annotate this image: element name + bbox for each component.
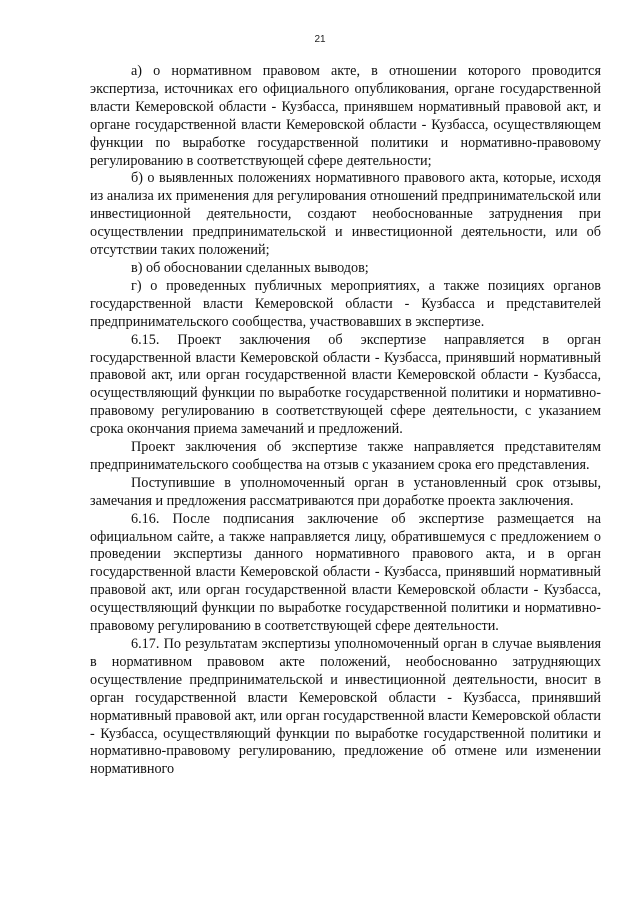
paragraph-6-15: 6.15. Проект заключения об экспертизе направляется в орган государственной власти Кемеровской области - Кузбасса, принявший нормативный правовой акт, или орган государственной власти Кемеровской области - Кузбасса, осуществляющий функции по выработке государственной политики и нормативно-правовому регулированию в соответствующей сфере деятельности, с указанием срока окончания приема замечаний и предложений. [90,331,601,438]
paragraph-item-a: а) о нормативном правовом акте, в отношении которого проводится экспертиза, источниках его официального опубликования, органе государственной власти Кемеровской области - Кузбасса, принявшем нормативный правовой акт, и органе государственной власти Кемеровской области - Кузбасса, осуществляющем функции по выработке государственной политики и нормативно-правовому регулированию в соответствующей сфере деятельности; [90,63,601,169]
paragraph-item-g: г) о проведенных публичных мероприятиях, а также позициях органов государственной власти Кемеровской области - Кузбасса и представителей предпринимательского сообщества, участвовавших в экспертизе. [90,277,601,330]
page-number: 21 [314,34,326,45]
paragraph-6-16: 6.16. После подписания заключение об экспертизе размещается на официальном сайте, а также направляется лицу, обратившемуся с предложением о проведении экспертизы данного нормативного правового акта, и в орган государственной власти Кемеровской области - Кузбасса, принявший нормативный правовой акт, или орган государственной власти Кемеровской области - Кузбасса, осуществляющий функции по выработке государственной политики и нормативно-правовому регулированию в соответствующей сфере деятельности. [90,510,601,635]
document-body [90,63,601,779]
paragraph-6-17: 6.17. По результатам экспертизы уполномоченный орган в случае выявления в нормативном правовом акте положений, необоснованно затрудняющих осуществление предпринимательской и инвестиционной деятельности, вносит в орган государственной власти Кемеровской области - Кузбасса, принявший нормативный правовой акт, или орган государственной власти Кемеровской области - Кузбасса, осуществляющий функции по выработке государственной политики и нормативно-правовому регулированию, предложение об отмене или изменении нормативного [90,636,601,778]
paragraph-item-v: в) об обосновании сделанных выводов; [131,259,369,276]
paragraph-item-b: б) о выявленных положениях нормативного правового акта, которые, исходя из анализа их применения для регулирования отношений предпринимательской или инвестиционной деятельности, создают необоснованные затруднения при осуществлении предпринимательской и инвестиционной деятельности, или об отсутствии таких положений; [90,170,601,259]
paragraph-6-15-review: Проект заключения об экспертизе также направляется представителям предпринимательского сообщества на отзыв с указанием срока его представления. [90,439,601,473]
paragraph-6-15-comments: Поступившие в уполномоченный орган в установленный срок отзывы, замечания и предложения рассматриваются при доработке проекта заключения. [90,474,601,509]
